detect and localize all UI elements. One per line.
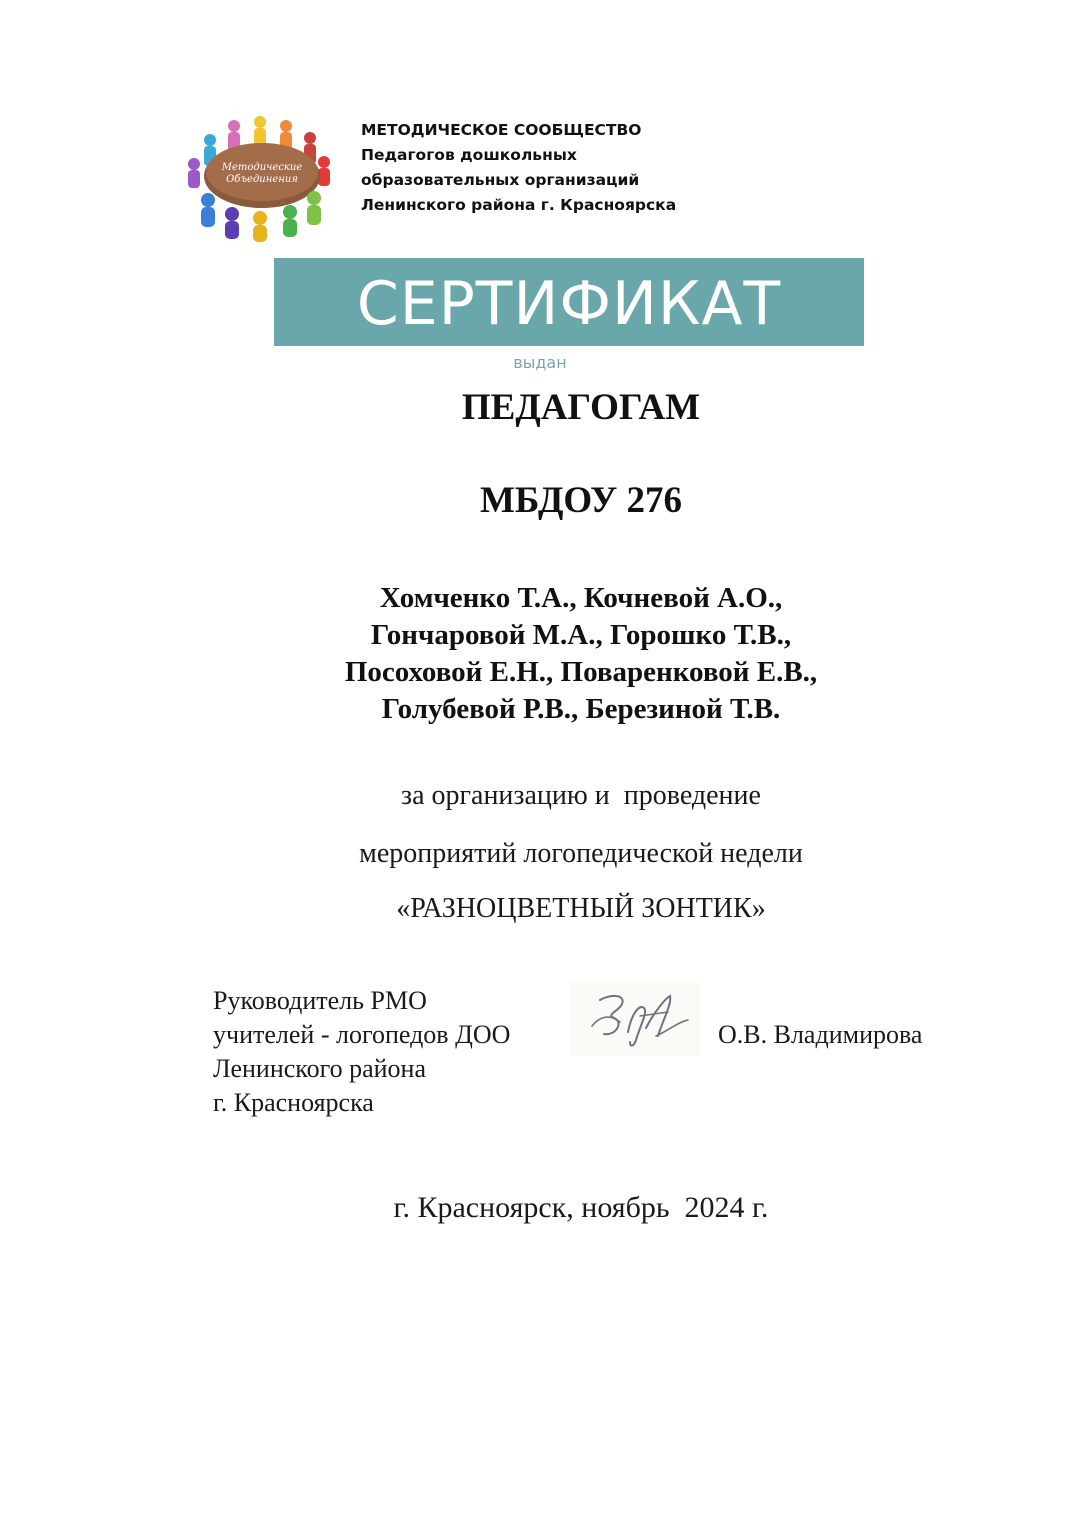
org-line: Ленинского района г. Красноярска xyxy=(361,196,677,214)
org-line: Педагогов дошкольных xyxy=(361,146,577,164)
names-line: Хомченко Т.А., Кочневой А.О., xyxy=(379,582,783,614)
reason-line: за организацию и проведение xyxy=(401,780,761,811)
certificate-title: СЕРТИФИКАТ xyxy=(356,269,782,339)
place-and-date: г. Красноярск, ноябрь 2024 г. xyxy=(393,1191,769,1224)
signer-role-line: Руководитель РМО xyxy=(213,986,427,1015)
event-title: «РАЗНОЦВЕТНЫЙ ЗОНТИК» xyxy=(396,893,766,924)
round-table-icon xyxy=(182,112,342,244)
recipient-heading: ПЕДАГОГАМ xyxy=(461,387,701,428)
org-line: МЕТОДИЧЕСКОЕ СООБЩЕСТВО xyxy=(361,121,642,139)
organization-name xyxy=(361,118,676,218)
names-line: Голубевой Р.В., Березиной Т.В. xyxy=(381,693,781,725)
svg-text:Методические: Методические xyxy=(221,162,303,173)
signer-role xyxy=(213,984,510,1120)
institution-name: МБДОУ 276 xyxy=(479,480,683,521)
signer-role-line: учителей - логопедов ДОО xyxy=(213,1020,511,1049)
signer-name: О.В. Владимирова xyxy=(718,1020,923,1049)
names-line: Гончаровой М.А., Горошко Т.В., xyxy=(370,619,792,651)
issued-label: выдан xyxy=(513,353,567,372)
reason-line: мероприятий логопедической недели xyxy=(359,838,803,869)
org-line: образовательных организаций xyxy=(361,171,640,189)
signature-icon xyxy=(570,982,700,1056)
recipient-names xyxy=(0,580,1080,728)
signer-role-line: Ленинского района xyxy=(213,1054,427,1083)
signer-role-line: г. Красноярска xyxy=(213,1088,374,1117)
names-line: Посоховой Е.Н., Поваренковой Е.В., xyxy=(344,656,818,688)
svg-text:Объединения: Объединения xyxy=(226,174,298,185)
certificate-banner xyxy=(274,258,864,346)
